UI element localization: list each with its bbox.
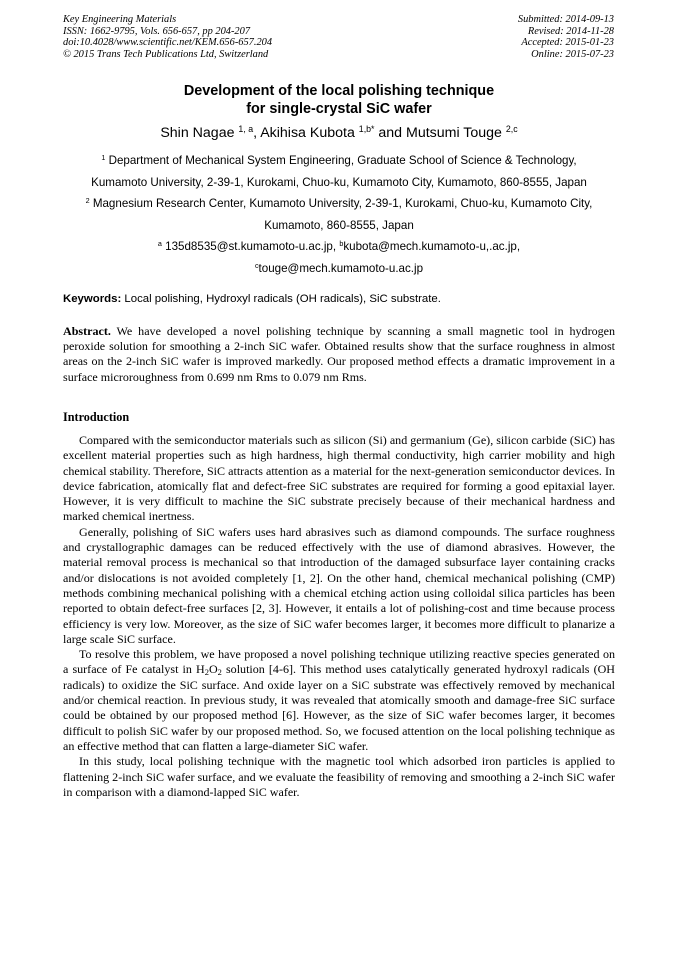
email-line-1	[0, 236, 678, 258]
author-2-affil-mark: 1,b*	[358, 124, 375, 135]
affiliation-2-line-1: $^2$ Magnesium Research Center, Kumamoto University, 2-39-1, Kurokami, Chuo-ku, Kumamoto City,	[85, 196, 593, 211]
introduction-body	[63, 433, 615, 800]
affiliation-2-line-2: Kumamoto, 860-8555, Japan	[264, 218, 414, 232]
submitted-date: Submitted: 2014-09-13	[517, 14, 614, 25]
author-3-name: and Mutsumi Touge	[374, 125, 506, 141]
author-3-affil-mark: 2,c	[505, 124, 518, 135]
online-date: Online: 2015-07-23	[531, 48, 614, 60]
journal-issn: ISSN: 1662-9795, Vols. 656-657, pp 204-207	[63, 25, 251, 37]
keywords-text: Local polishing, Hydroxyl radicals (OH radicals), SiC substrate.	[121, 293, 441, 305]
accepted-date: Accepted: 2015-01-23	[521, 37, 614, 49]
email-a-mark: a	[157, 239, 162, 249]
email-c: touge@mech.kumamoto-u.ac.jp	[258, 261, 424, 275]
journal-copyright: © 2015 Trans Tech Publications Ltd, Switzerland	[63, 48, 269, 60]
journal-info	[63, 14, 272, 60]
title-line-2: for single-crystal SiC wafer	[246, 101, 432, 117]
journal-doi: doi:10.4028/www.scientific.net/KEM.656-657.204	[63, 37, 273, 49]
title-line-1: Development of the local polishing technique	[183, 83, 495, 99]
introduction-heading: Introduction	[63, 410, 130, 424]
intro-paragraph-1: Compared with the semiconductor materials such as silicon (Si) and germanium (Ge), silicon carbide (SiC) has excellent material properties such as high hardness, high thermal conductivity, high carrier mobility and high chemical stability. Therefore, SiC attracts attention as a material for the next-generation semiconductor devices. In device fabrication, atomically flat and defect-free SiC substrates are required for forming a good epitaxial layer. However, it is very difficult to machine the SiC substrate precisely because of their mechanical hardness and marked chemical inertness.	[63, 433, 615, 524]
abstract-label: Abstract.	[63, 324, 111, 338]
keywords	[63, 292, 615, 306]
abstract	[63, 324, 615, 385]
paper-title	[0, 82, 678, 118]
author-1-affil-mark: 1, a	[238, 124, 254, 135]
intro-paragraph-3: To resolve this problem, we have proposed a novel polishing technique utilizing reactive species generated on a surface of Fe catalyst in $H_2O_2$ solution [4-6]. This method uses catalytically generated hydroxyl radicals (OH radicals) to oxidize the SiC surface. And oxide layer on a SiC substrate was effectively removed by mechanical and/or chemical reaction. In previous study, it was revealed that atomically smooth and damage-free SiC surface could be obtained by our proposed method [6]. However, as the size of SiC wafer becomes larger, it becomes difficult to polish SiC wafer by our proposed method. So, we focused attention on the local polishing technique as an effective method that can flatten a large-diameter SiC wafer.	[63, 647, 616, 753]
email-c-mark: c	[254, 261, 259, 271]
author-2-name: , Akihisa Kubota	[253, 125, 359, 141]
intro-paragraph-4: In this study, local polishing technique with the magnetic tool which adsorbed iron particles is applied to flattening 2-inch SiC wafer surface, and we evaluate the feasibility of removing and smoothing a 2-inch SiC wafer in comparison with a diamond-lapped SiC wafer.	[63, 754, 615, 799]
affiliations	[0, 150, 678, 280]
revised-date: Revised: 2014-11-28	[527, 25, 614, 37]
submission-dates	[518, 14, 614, 60]
email-line-2	[0, 258, 678, 280]
keywords-label: Keywords:	[63, 293, 122, 305]
journal-name: Key Engineering Materials	[63, 14, 177, 25]
affiliation-1-number: 1	[101, 153, 106, 163]
email-a: 135d8535@st.kumamoto-u.ac.jp,	[161, 240, 340, 254]
affiliation-1-line-2: Kumamoto University, 2-39-1, Kurokami, Chuo-ku, Kumamoto City, Kumamoto, 860-8555, Japan	[91, 175, 587, 189]
affiliation-1-line-1: $^1$ Department of Mechanical System Engineering, Graduate School of Science & Technology,	[101, 153, 577, 167]
affiliation-2-number: 2	[85, 196, 90, 206]
intro-paragraph-2: Generally, polishing of SiC wafers uses hard abrasives such as diamond compounds. The surface roughness and crystallographic damages can be reduced effectively with the use of diamond abrasives. However, the material removal process is mechanical so that introduction of the damaged subsurface layer containing cracks and/or dislocations is not avoided completely [1, 2]. On the other hand, chemical mechanical polishing (CMP) methods combining mechanical polishing with a chemical etching action using colloidal silica particles has been reported to obtain defect-free surfaces [2, 3]. However, it entails a lot of polishing-cost and time because process efficiency is very low. Moreover, as the size of SiC wafer becomes larger, it becomes more difficult to planarize a large scale SiC surface.	[63, 524, 615, 646]
author-list	[0, 124, 678, 142]
author-1-name: Shin Nagae	[160, 125, 239, 141]
email-b-mark: b	[339, 239, 344, 249]
email-b: kubota@mech.kumamoto-u,.ac.jp,	[343, 240, 521, 254]
abstract-text: We have developed a novel polishing technique by scanning a small magnetic tool in hydrogen peroxide solution for smoothing a 2-inch SiC wafer. Obtained results show that the surface roughness in almost areas on the 2-inch SiC wafer is improved markedly. Our proposed method effects a dramatic improvement in a surface microroughness from 0.699 nm Rms to 0.079 nm Rms.	[63, 324, 615, 384]
